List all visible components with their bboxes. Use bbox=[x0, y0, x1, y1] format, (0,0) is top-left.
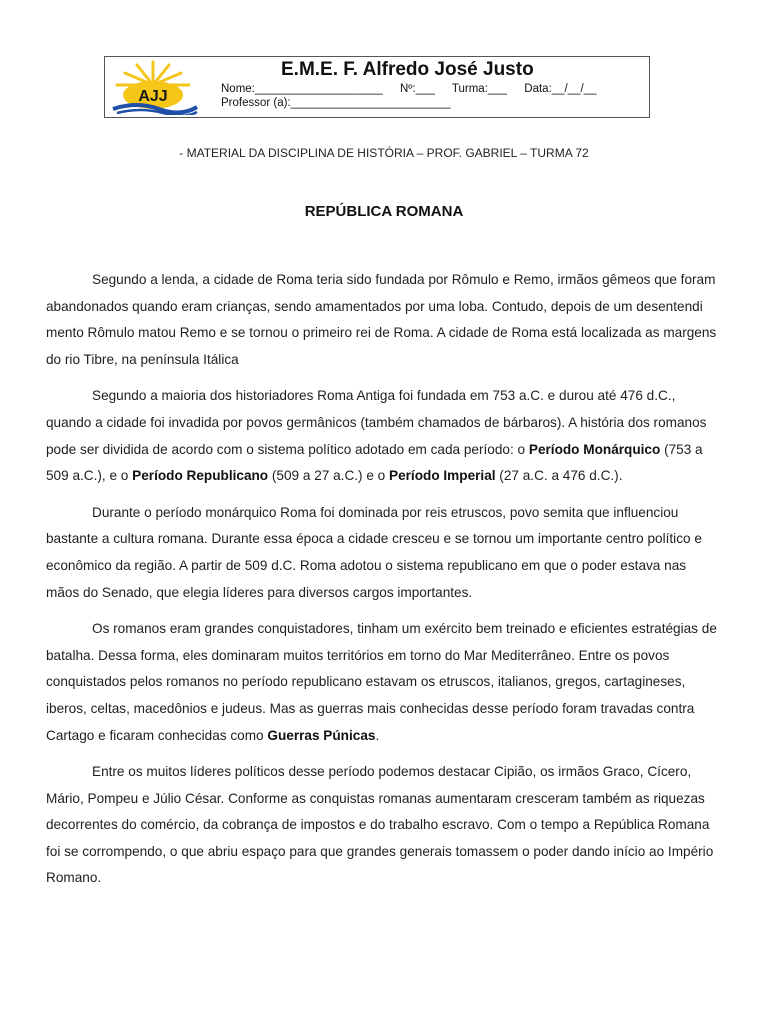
paragraph-2-text-e: (27 a.C. a 476 d.C.). bbox=[495, 468, 623, 484]
number-field: Nº:___ bbox=[400, 83, 435, 95]
paragraph-2-text-c: (753 a 509 a.C.), e o bbox=[46, 441, 703, 484]
teacher-line bbox=[221, 97, 465, 109]
paragraph-4-text-a: Os romanos eram grandes conquistadores, tinham um exército bem treinado e eficientes estratégias de batalha. Dessa forma, eles dominaram muitos territórios em torno do Mar Mediterrâneo. Entre os povos conquistados pelos romanos no período republicano estavam os etruscos, italianos, gregos, cartagineses, iberos, celtas, macedônios e judeus. Mas as guerras mais conhecidas desse período foram travadas contra Cartago e ficaram conhecidas como bbox=[46, 621, 717, 743]
student-info-line bbox=[221, 83, 611, 95]
school-logo bbox=[107, 59, 199, 115]
term-periodo-monarquico: Período Monárquico bbox=[528, 441, 661, 457]
paragraph-3: Durante o período monárquico Roma foi dominada por reis etruscos, povo semita que influenciou bastante a cultura romana. Durante essa época a cidade cresceu e se tornou um importante centro político e econômico da região. A partir de 509 d.C. Roma adotou o sistema republicano em que o poder estava nas mãos do Senado, que elegia líderes para diversos cargos importantes. bbox=[46, 504, 702, 600]
material-subtitle: - MATERIAL DA DISCIPLINA DE HISTÓRIA – PROF. GABRIEL – TURMA 72 bbox=[179, 146, 589, 160]
name-field: Nome:____________________ bbox=[221, 83, 383, 95]
page-title: REPÚBLICA ROMANA bbox=[304, 203, 464, 220]
paragraph-4-text-c: . bbox=[375, 727, 380, 743]
school-header bbox=[104, 56, 650, 118]
paragraph-2-text-d: (509 a 27 a.C.) e o bbox=[268, 468, 390, 484]
term-periodo-republicano: Período Republicano bbox=[132, 468, 269, 484]
logo-text: AJJ bbox=[138, 88, 168, 105]
class-field: Turma:___ bbox=[451, 83, 508, 95]
document-body bbox=[46, 267, 722, 902]
paragraph-2-text-a: Segundo a maioria dos historiadores Roma Antiga foi fundada em 753 a.C. e durou até 476 d.C., quando a cidade foi invadida por povos germânicos (também chamados de bárbaros). A história dos romanos pode ser dividida de acordo com o sistema político adotado em cada período: o bbox=[46, 388, 707, 457]
term-guerras-punicas: Guerras Púnicas bbox=[267, 727, 376, 743]
paragraph-1: Segundo a lenda, a cidade de Roma teria sido fundada por Rômulo e Remo, irmãos gêmeos que foram abandonados quando eram crianças, sendo amamentados por uma loba. Contudo, depois de um desentendi mento Rômulo matou Remo e se tornou o primeiro rei de Roma. A cidade de Roma está localizada as margens do rio Tibre, na península Itálica bbox=[46, 272, 717, 367]
school-name: E.M.E. F. Alfredo José Justo bbox=[281, 59, 534, 80]
paragraph-5: Entre os muitos líderes políticos desse período podemos destacar Cipião, os irmãos Graco, Cícero, Mário, Pompeu e Júlio César. Conforme as conquistas romanas aumentaram cresceram também as riquezas decorrentes do comércio, da cobrança de impostos e do trabalho escravo. Com o tempo a República Romana foi se corrompendo, o que abriu espaço para que grandes generais tomassem o poder dando início ao Império Romano. bbox=[46, 764, 714, 886]
paragraph-4 bbox=[46, 616, 722, 749]
term-periodo-imperial: Período Imperial bbox=[389, 468, 496, 484]
paragraph-2 bbox=[46, 383, 722, 489]
date-field: Data:__/__/__ bbox=[524, 83, 597, 95]
teacher-field: Professor (a):_________________________ bbox=[221, 97, 451, 109]
